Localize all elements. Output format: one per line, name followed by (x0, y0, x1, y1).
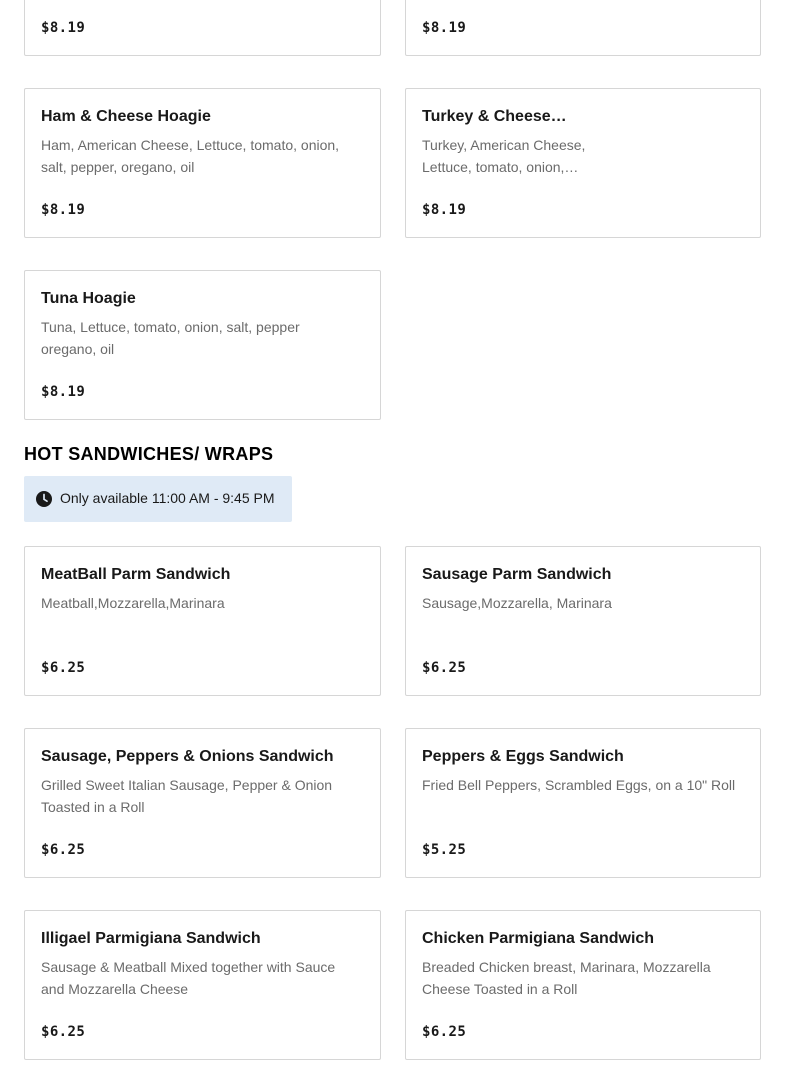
item-name: Ham & Cheese Hoagie (41, 108, 211, 125)
menu-item-card[interactable] (405, 546, 761, 696)
item-name: Sausage, Peppers & Onions Sandwich (41, 748, 334, 765)
item-price: $5.25 (422, 842, 467, 858)
section-title: HOT SANDWICHES/ WRAPS (24, 444, 274, 464)
item-price: $8.19 (41, 20, 86, 36)
item-name: MeatBall Parm Sandwich (41, 566, 231, 583)
item-description: Fried Bell Peppers, Scrambled Eggs, on a 10" Roll (422, 777, 736, 793)
menu-item-card[interactable] (405, 88, 761, 238)
item-price: $8.19 (422, 202, 467, 218)
item-description: Sausage,Mozzarella, Marinara (422, 595, 612, 611)
item-price: $8.19 (422, 20, 467, 36)
item-name: Tuna Hoagie (41, 290, 136, 307)
clock-icon (36, 491, 52, 507)
menu-item-card[interactable] (405, 728, 761, 878)
menu-item-card[interactable] (24, 88, 381, 238)
item-price: $6.25 (41, 660, 86, 676)
menu-item-card[interactable] (24, 270, 381, 420)
availability-text: Only available 11:00 AM - 9:45 PM (60, 490, 275, 506)
item-price: $6.25 (422, 660, 467, 676)
item-price: $8.19 (41, 202, 86, 218)
item-name: Chicken Parmigiana Sandwich (422, 930, 655, 947)
menu-item-card[interactable] (24, 546, 381, 696)
item-description: Turkey, American Cheese, Lettuce, tomato, onion,… (422, 137, 586, 175)
item-price: $8.19 (41, 384, 86, 400)
item-description: Meatball,Mozzarella,Marinara (41, 595, 225, 611)
item-name: Illigael Parmigiana Sandwich (41, 930, 261, 947)
menu-item-card[interactable] (405, 910, 761, 1060)
menu-item-card[interactable] (24, 910, 381, 1060)
item-price: $6.25 (41, 1024, 86, 1040)
item-name: Turkey & Cheese… (422, 108, 567, 125)
item-description: Sausage & Meatball Mixed together with Sauce and Mozzarella Cheese (41, 959, 336, 997)
item-description: Grilled Sweet Italian Sausage, Pepper & Onion Toasted in a Roll (41, 777, 333, 815)
item-description: Tuna, Lettuce, tomato, onion, salt, pepper oregano, oil (41, 319, 300, 357)
item-description: Breaded Chicken breast, Marinara, Mozzarella Cheese Toasted in a Roll (422, 959, 711, 997)
item-name: Peppers & Eggs Sandwich (422, 748, 624, 765)
item-description: Ham, American Cheese, Lettuce, tomato, onion, salt, pepper, oregano, oil (41, 137, 340, 175)
menu-item-card[interactable] (405, 0, 761, 56)
item-name: Sausage Parm Sandwich (422, 566, 612, 583)
item-price: $6.25 (422, 1024, 467, 1040)
menu-item-card[interactable] (24, 728, 381, 878)
availability-banner (24, 476, 292, 522)
menu-item-card[interactable] (24, 0, 381, 56)
item-price: $6.25 (41, 842, 86, 858)
